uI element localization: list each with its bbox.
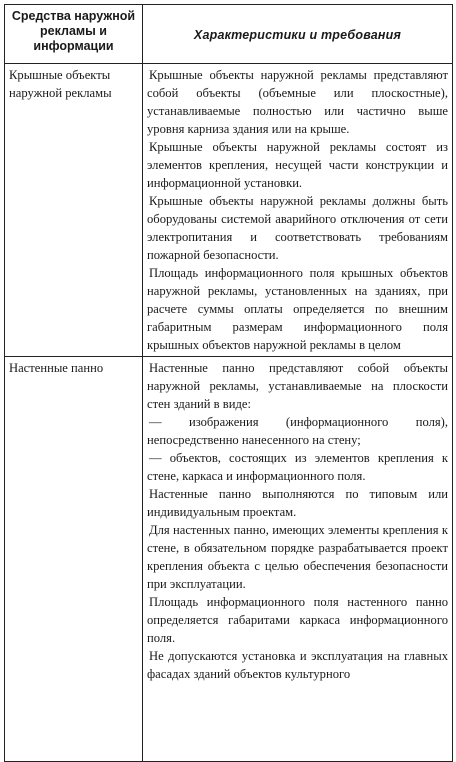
row-name-cell: Настенные панно xyxy=(5,357,143,762)
description-paragraph: Настенные панно представляют собой объекты наружной рекламы, устанавливаемые на плоскости стен зданий в виде: xyxy=(147,361,448,411)
row-description-cell xyxy=(143,64,453,357)
table-row xyxy=(5,357,453,762)
description-paragraph: Крышные объекты наружной рекламы должны быть оборудованы системой аварийного отключения от сети электропитания и соответствовать требованиям пожарной безопасности. xyxy=(147,194,448,262)
requirements-table xyxy=(4,4,453,762)
header-cell-ad-means: Средства наружной рекламы и информации xyxy=(5,5,143,64)
row-name-cell: Крышные объекты наружной рекламы xyxy=(5,64,143,357)
description-paragraph: Не допускаются установка и эксплуатация на главных фасадах зданий объектов культурного xyxy=(147,649,448,681)
description-paragraph: Крышные объекты наружной рекламы состоят из элементов крепления, несущей части конструкции и информационной установки. xyxy=(147,140,448,190)
description-paragraph: — изображения (информационного поля), непосредственно нанесенного на стену; xyxy=(147,415,448,447)
table-header-row xyxy=(5,5,453,64)
row-description-cell xyxy=(143,357,453,762)
description-paragraph: Настенные панно выполняются по типовым или индивидуальным проектам. xyxy=(147,487,448,519)
table-row xyxy=(5,64,453,357)
description-paragraph: Крышные объекты наружной рекламы представляют собой объекты (объемные или плоскостные), устанавливаемые полностью или частично выше уровня карниза здания или на крыше. xyxy=(147,68,448,136)
description-paragraph: Площадь информационного поля крышных объектов наружной рекламы, установленных на зданиях, при расчете суммы оплаты определяется по внешним габаритным размерам информационного поля крышных объектов наружной рекламы в целом xyxy=(147,266,448,352)
description-paragraph: Для настенных панно, имеющих элементы крепления к стене, в обязательном порядке разрабатывается проект крепления объекта с целью обеспечения безопасности при эксплуатации. xyxy=(147,523,448,591)
header-cell-characteristics: Характеристики и требования xyxy=(143,5,453,64)
description-paragraph: — объектов, состоящих из элементов крепления к стене, каркаса и информационного поля. xyxy=(147,451,448,483)
description-paragraph: Площадь информационного поля настенного панно определяется габаритами каркаса информационного поля. xyxy=(147,595,448,645)
